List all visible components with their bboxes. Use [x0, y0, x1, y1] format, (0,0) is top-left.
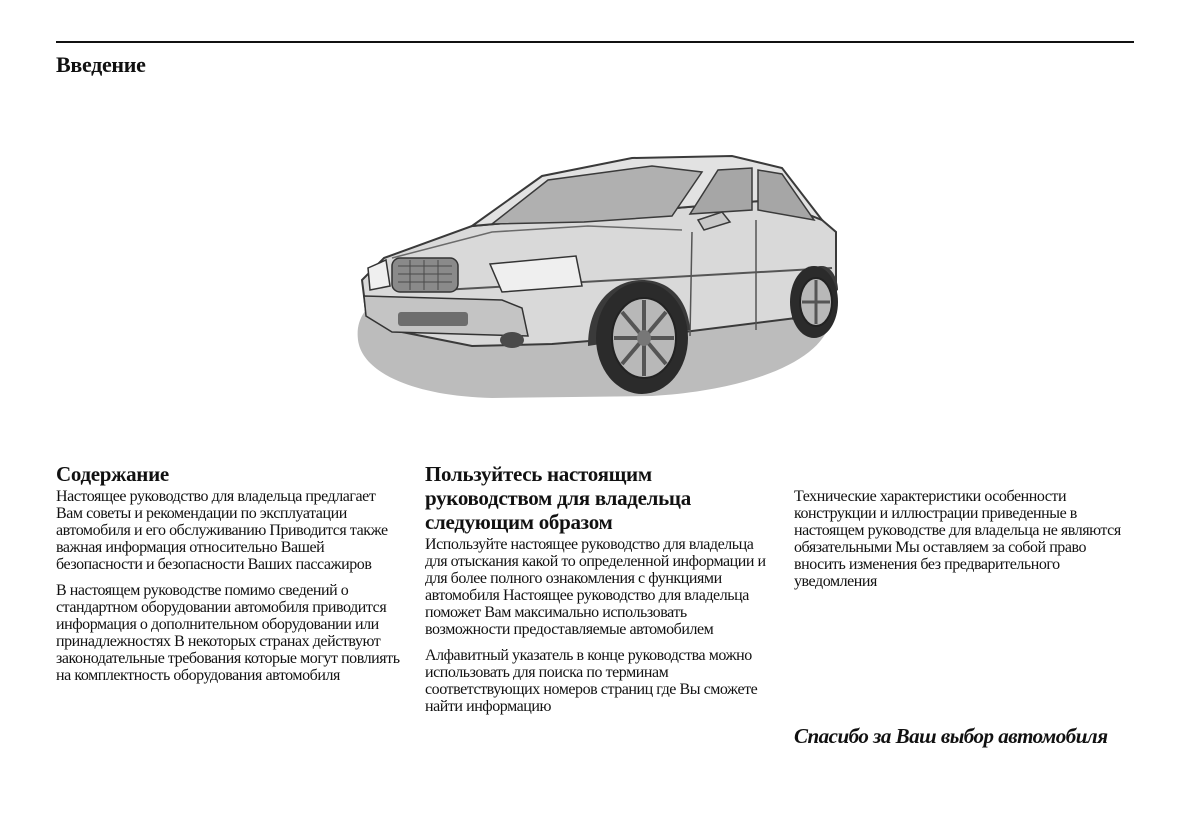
front-wheel [596, 282, 688, 394]
rear-wheel [790, 266, 838, 338]
page-title: Введение [56, 52, 146, 77]
usage-column [425, 462, 770, 724]
usage-paragraph-1: Используйте настоящее руководство для владельца для отыскания какой то определенной информации и для более полного ознакомления с функциями автомобиля Настоящее руководство для владельца поможет Вам максимально использовать возможности предоставляемые автомобилем [425, 536, 766, 638]
usage-heading: Пользуйтесь настоящим руководством для владельца следующим образом [425, 462, 691, 534]
top-rule [56, 41, 1134, 43]
contents-heading: Содержание [56, 462, 169, 486]
contents-paragraph-2: В настоящем руководстве помимо сведений о стандартном оборудовании автомобиля приводится информация о дополнительном оборудовании или принадлежностях В некоторых странах действуют законодательные требования которые могут повлиять на комплектность оборудования автомобиля [56, 582, 400, 684]
usage-paragraph-2: Алфавитный указатель в конце руководства можно использовать для поиска по терминам соответствующих номеров страниц где Вы сможете найти информацию [425, 647, 758, 715]
left-headlight [368, 260, 390, 290]
contents-column [56, 462, 401, 693]
front-grille [392, 258, 458, 292]
specs-column [794, 488, 1139, 599]
car-illustration [352, 140, 840, 398]
thanks-text: Спасибо за Ваш выбор автомобиля [794, 724, 1108, 748]
specs-paragraph: Технические характеристики особенности конструкции и иллюстрации приведенные в настоящем руководстве для владельца не являются обязательными Мы оставляем за собой право вносить изменения без предварительного уведомления [794, 488, 1121, 590]
contents-paragraph-1: Настоящее руководство для владельца предлагает Вам советы и рекомендации по эксплуатации автомобиля и его обслуживанию Приводится также важная информация относительно Вашей безопасности и безопасности Ваших пассажиров [56, 488, 388, 573]
